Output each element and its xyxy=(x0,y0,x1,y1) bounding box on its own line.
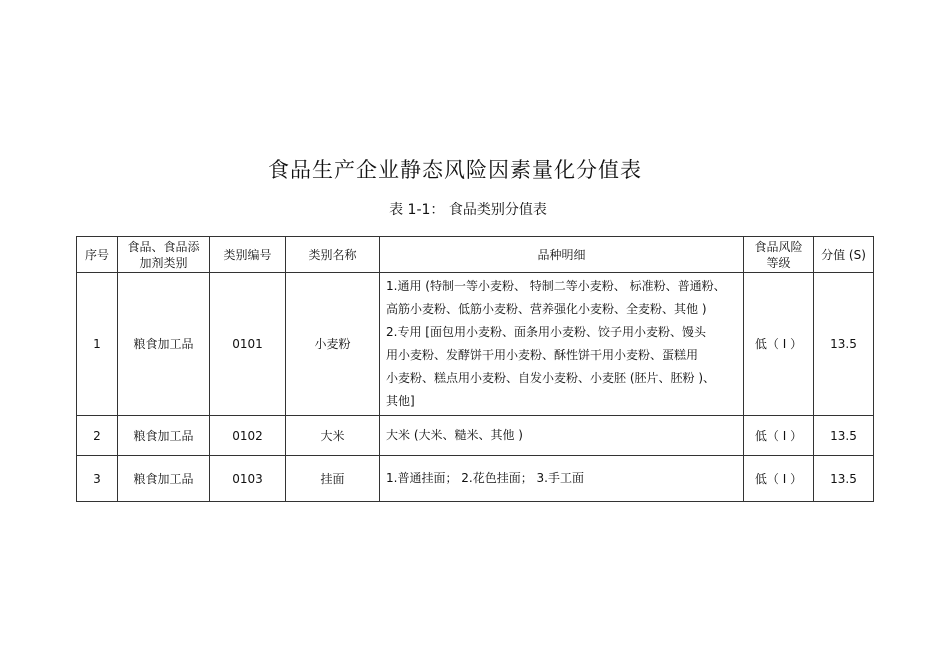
document-title: 食品生产企业静态风险因素量化分值表 xyxy=(268,158,642,182)
cell-variety-detail xyxy=(380,416,744,456)
table-row xyxy=(77,456,874,502)
header-risk-level xyxy=(744,237,814,273)
cell-food-category: 粮食加工品 xyxy=(118,456,210,502)
cell-seq: 2 xyxy=(77,416,118,456)
header-category-code: 类别编号 xyxy=(210,237,286,273)
detail-line: 2.专用 [面包用小麦粉、面条用小麦粉、饺子用小麦粉、馒头 xyxy=(386,325,706,339)
cell-score: 13.5 xyxy=(814,456,874,502)
header-food-category-line2: 加剂类别 xyxy=(139,255,188,270)
header-category-name: 类别名称 xyxy=(286,237,380,273)
cell-score: 13.5 xyxy=(814,416,874,456)
header-risk-level-line1: 食品风险 xyxy=(754,239,803,254)
cell-risk-level: 低（ Ⅰ ） xyxy=(744,456,814,502)
table-row xyxy=(77,416,874,456)
cell-risk-level: 低（ Ⅰ ） xyxy=(744,416,814,456)
cell-category-name: 小麦粉 xyxy=(286,273,380,416)
detail-line: 用小麦粉、发酵饼干用小麦粉、酥性饼干用小麦粉、蛋糕用 xyxy=(386,348,699,362)
table-header-row xyxy=(77,237,874,273)
cell-risk-level: 低（ Ⅰ ） xyxy=(744,273,814,416)
detail-line: 1.普通挂面； 2.花色挂面； 3.手工面 xyxy=(386,471,584,485)
cell-seq: 3 xyxy=(77,456,118,502)
table-row xyxy=(77,273,874,416)
cell-seq: 1 xyxy=(77,273,118,416)
detail-line: 高筋小麦粉、低筋小麦粉、营养强化小麦粉、全麦粉、其他 ) xyxy=(386,302,707,316)
header-variety-detail: 品种明细 xyxy=(380,237,744,273)
cell-variety-detail xyxy=(380,273,744,416)
header-risk-level-line2: 等级 xyxy=(766,255,791,270)
cell-category-code: 0101 xyxy=(210,273,286,416)
header-seq: 序号 xyxy=(77,237,118,273)
table-caption: 表 1-1： 食品类别分值表 xyxy=(389,202,547,218)
cell-score: 13.5 xyxy=(814,273,874,416)
header-score: 分值 (S) xyxy=(814,237,874,273)
cell-category-name: 大米 xyxy=(286,416,380,456)
detail-line: 其他] xyxy=(386,394,415,408)
detail-line: 小麦粉、糕点用小麦粉、自发小麦粉、小麦胚 (胚片、胚粉 )、 xyxy=(386,371,715,385)
detail-line: 1.通用 (特制一等小麦粉、 特制二等小麦粉、 标准粉、普通粉、 xyxy=(386,279,726,293)
cell-variety-detail xyxy=(380,456,744,502)
cell-category-code: 0103 xyxy=(210,456,286,502)
header-food-category xyxy=(118,237,210,273)
cell-category-code: 0102 xyxy=(210,416,286,456)
detail-line: 大米 (大米、糙米、其他 ) xyxy=(386,428,523,442)
food-category-score-table xyxy=(76,236,874,502)
cell-category-name: 挂面 xyxy=(286,456,380,502)
header-food-category-line1: 食品、食品添 xyxy=(127,239,200,254)
cell-food-category: 粮食加工品 xyxy=(118,416,210,456)
cell-food-category: 粮食加工品 xyxy=(118,273,210,416)
